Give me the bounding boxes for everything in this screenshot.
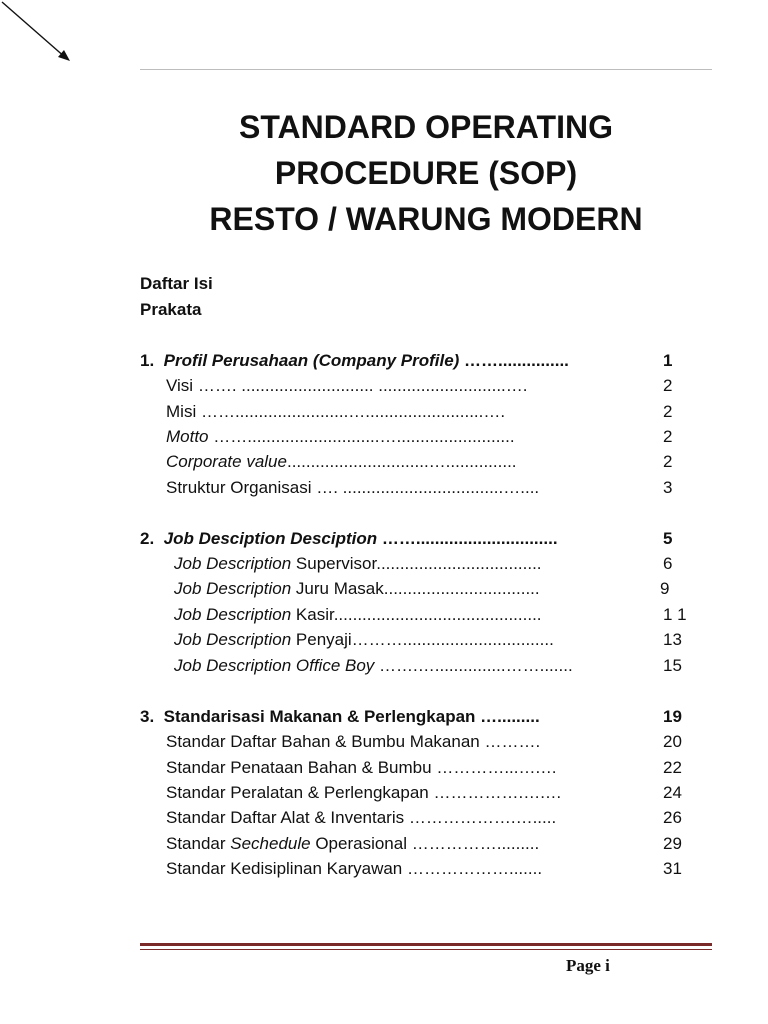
entry-page-number: 6 [663,554,673,573]
section-page-number: 1 [663,351,673,370]
entry-leader: ……............................…......................... [208,427,515,446]
entry-leader: ………………....... [402,859,543,878]
entry-leader: ..............................…............... [286,452,517,471]
preface-entry: Prakata [140,300,202,319]
page-label: Page i [566,956,610,975]
entry-leader: …………...….… [431,758,558,777]
entry-text: Operasional [310,834,407,853]
entry-leader: ................................. [383,579,540,598]
entry-leader: ............................................ [333,605,542,624]
entry-text: Misi [166,402,197,421]
entry-page-number: 26 [663,808,682,827]
entry-text-italic: Job Description [174,630,292,649]
entry-text: Visi [166,376,194,395]
section-number: 3. [140,707,155,726]
toc-section-3[interactable] [140,706,540,728]
toc-entry[interactable] [174,578,540,600]
entry-text: Struktur Organisasi [166,478,312,497]
entry-text: Juru Masak [291,579,384,598]
entry-page-number: 31 [663,859,682,878]
toc-entry[interactable] [174,655,573,677]
entry-page-number: 2 [663,376,673,395]
section-title: Job Desciption Desciption [163,529,378,548]
entry-page-number: 15 [663,656,682,675]
entry-leader: ……. ............................ ...........................…. [193,376,528,395]
entry-text-italic: Corporate value [166,452,287,471]
toc-entry[interactable] [166,451,517,473]
entry-page-number: 24 [663,783,682,802]
entry-text-italic: Job Description Office Boy [174,656,375,675]
toc-entry[interactable] [166,858,542,880]
entry-leader: …. ..................................….... [311,478,540,497]
toc-entry[interactable] [174,553,542,575]
toc-entry[interactable] [166,401,505,423]
document-title [140,104,712,242]
entry-text-italic: Job Description [174,554,292,573]
toc-entry[interactable] [166,833,539,855]
section-number: 2. [140,529,155,548]
title-line-1: STANDARD OPERATING [239,109,613,145]
toc-entry[interactable] [166,375,527,397]
toc-section-1[interactable] [140,350,569,372]
entry-text-italic: Job Description [174,579,292,598]
toc-entry[interactable] [166,757,557,779]
entry-leader: …………….….… [428,783,562,802]
entry-page-number: 9 [660,579,670,598]
entry-leader: ……........................….........................…. [196,402,506,421]
toc-entry[interactable] [166,782,562,804]
entry-text: Kasir [291,605,334,624]
entry-leader: ……………….…..... [404,808,557,827]
toc-section-2[interactable] [140,528,558,550]
title-line-3: RESTO / WARUNG MODERN [209,201,643,237]
section-title: Profil Perusahaan (Company Profile) [163,351,460,370]
entry-page-number: 3 [663,478,673,497]
entry-page-number: 13 [663,630,682,649]
title-line-2: PROCEDURE (SOP) [274,155,578,191]
entry-text: Standar Daftar Bahan & Bumbu Makanan [166,732,480,751]
entry-page-number: 2 [663,427,673,446]
entry-leader: ………. [479,732,541,751]
header-rule [140,69,712,70]
arrow-icon [0,0,80,70]
entry-text-italic: Sechedule [230,834,311,853]
entry-leader: ................................... [376,554,542,573]
entry-text: Standar [166,834,231,853]
entry-page-number: 29 [663,834,682,853]
entry-leader: ……………......... [407,834,540,853]
footer-rule-thin [140,949,712,950]
toc-entry[interactable] [166,477,539,499]
entry-text-italic: Motto [166,427,209,446]
entry-text: Standar Penataan Bahan & Bumbu [166,758,432,777]
toc-entry[interactable] [174,604,542,626]
toc-entry[interactable] [166,807,556,829]
toc-heading: Daftar Isi [140,274,213,293]
entry-text-italic: Job Description [174,605,292,624]
entry-text: Standar Daftar Alat & Inventaris [166,808,405,827]
entry-leader: …….…...............……....... [374,656,573,675]
toc-entry[interactable] [174,629,554,651]
section-title: Standarisasi Makanan & Perlengkapan [163,707,476,726]
entry-page-number: 2 [663,402,673,421]
section-page-number: 19 [663,707,682,726]
footer-rule [140,943,712,946]
section-leader: ……............... [459,351,569,370]
toc-entry[interactable] [166,426,515,448]
entry-text: Penyaji [291,630,352,649]
entry-text: Supervisor [291,554,377,573]
entry-text: Standar Peralatan & Perlengkapan [166,783,429,802]
section-page-number: 5 [663,529,673,548]
entry-text: Standar Kedisiplinan Karyawan [166,859,403,878]
entry-page-number: 1 1 [663,605,687,624]
entry-page-number: 2 [663,452,673,471]
section-leader: …......... [475,707,540,726]
section-number: 1. [140,351,155,370]
section-leader: …….............................. [377,529,558,548]
toc-entry[interactable] [166,731,540,753]
entry-page-number: 22 [663,758,682,777]
entry-leader: ………................................ [351,630,554,649]
entry-page-number: 20 [663,732,682,751]
